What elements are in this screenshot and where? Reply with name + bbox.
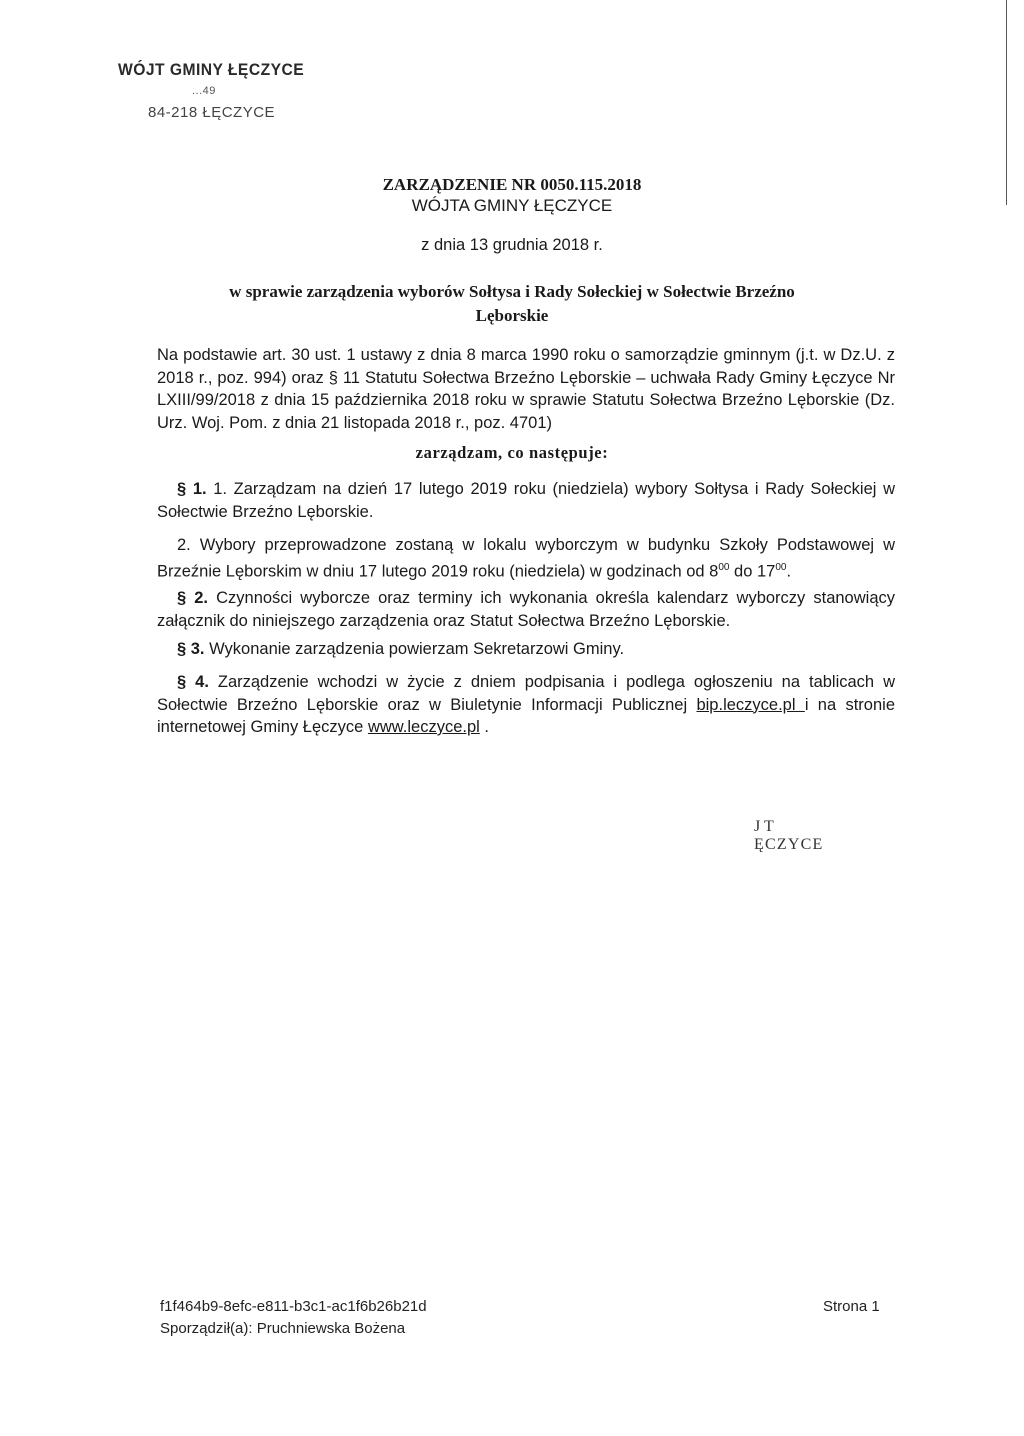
stamp-line-1: WÓJT GMINY ŁĘCZYCE	[118, 60, 305, 79]
footer-prepared-by: Sporządził(a): Pruchniewska Bożena	[160, 1320, 406, 1337]
section-3	[157, 638, 895, 661]
subject-text: w sprawie zarządzenia wyborów Sołtysa i Rady Sołeckiej w Sołectwie Brzeźno Lęborskie	[229, 282, 795, 325]
stamp-line-3: 84-218 ŁĘCZYCE	[148, 104, 276, 121]
hour-end-superscript: 00	[775, 561, 787, 573]
section-1-paragraph-1	[157, 478, 895, 523]
website-link[interactable]: www.leczyce.pl	[367, 718, 480, 736]
document-issuer: WÓJTA GMINY ŁĘCZYCE	[411, 196, 613, 215]
section-3-mark: § 3.	[177, 640, 205, 658]
section-2-mark: § 2.	[177, 589, 209, 607]
seal-line-1: J T	[754, 818, 774, 835]
decree-heading: zarządzam, co następuje:	[415, 443, 609, 462]
document-subject	[0, 280, 1024, 328]
section-4-text: Zarządzenie wchodzi w życie z dniem podpisania i podlega ogłoszeniu na tablicach w Sołectwie Brzeźno Lęborskie oraz w Biuletynie Informacji Publicznej	[157, 673, 895, 714]
section-1-p2-mid: do 17	[729, 562, 776, 580]
section-1-paragraph-2	[157, 534, 895, 583]
bip-link[interactable]: bip.leczyce.pl	[696, 695, 805, 714]
section-1-p2-end: .	[786, 562, 792, 580]
section-4-end: .	[479, 718, 489, 736]
footer-page-number: Strona 1	[823, 1298, 880, 1315]
preamble: Na podstawie art. 30 ust. 1 ustawy z dnia 8 marca 1990 roku o samorządzie gminnym (j.t. w Dz.U. z 2018 r., poz. 994) oraz § 11 Statutu Sołectwa Brzeźno Lęborskie – uchwała Rady Gminy Łęczyce Nr LXIII/99/2018 z dnia 15 października 2018 roku w sprawie Statutu Sołectwa Brzeźno Lęborskie (Dz. Urz. Woj. Pom. z dnia 21 listopada 2018 r., poz. 4701)	[157, 346, 895, 432]
section-4	[157, 671, 895, 739]
section-4-mid: i na stronie internetowej Gminy Łęczyce	[157, 695, 895, 736]
document-title: ZARZĄDZENIE NR 0050.115.2018	[382, 175, 642, 194]
section-4-mark: § 4.	[177, 673, 209, 691]
section-1-p2-text: 2. Wybory przeprowadzone zostaną w lokalu wyborczym w budynku Szkoły Podstawowej w Brzeźnie Lęborskim w dniu 17 lutego 2019 roku (niedziela) w godzinach od 8	[157, 536, 895, 580]
document-date: z dnia 13 grudnia 2018 r.	[421, 236, 603, 254]
signature-seal	[754, 818, 823, 854]
section-1-mark: § 1.	[177, 480, 207, 498]
section-1-p1-text: 1. Zarządzam na dzień 17 lutego 2019 roku (niedziela) wybory Sołtysa i Rady Sołeckiej w Sołectwie Brzeźno Lęborskie.	[157, 480, 895, 521]
section-3-text: Wykonanie zarządzenia powierzam Sekretarzowi Gminy.	[204, 640, 625, 658]
stamp-line-2: ...49	[192, 85, 216, 97]
section-2	[157, 587, 895, 632]
seal-line-2: ĘCZYCE	[754, 836, 824, 853]
section-2-text: Czynności wyborcze oraz terminy ich wykonania określa kalendarz wyborczy stanowiący załącznik do niniejszego zarządzenia oraz Statut Sołectwa Brzeźno Lęborskie.	[157, 589, 895, 630]
hour-start-superscript: 00	[718, 561, 730, 573]
footer-document-id: f1f464b9-8efc-e811-b3c1-ac1f6b26b21d	[160, 1298, 427, 1315]
